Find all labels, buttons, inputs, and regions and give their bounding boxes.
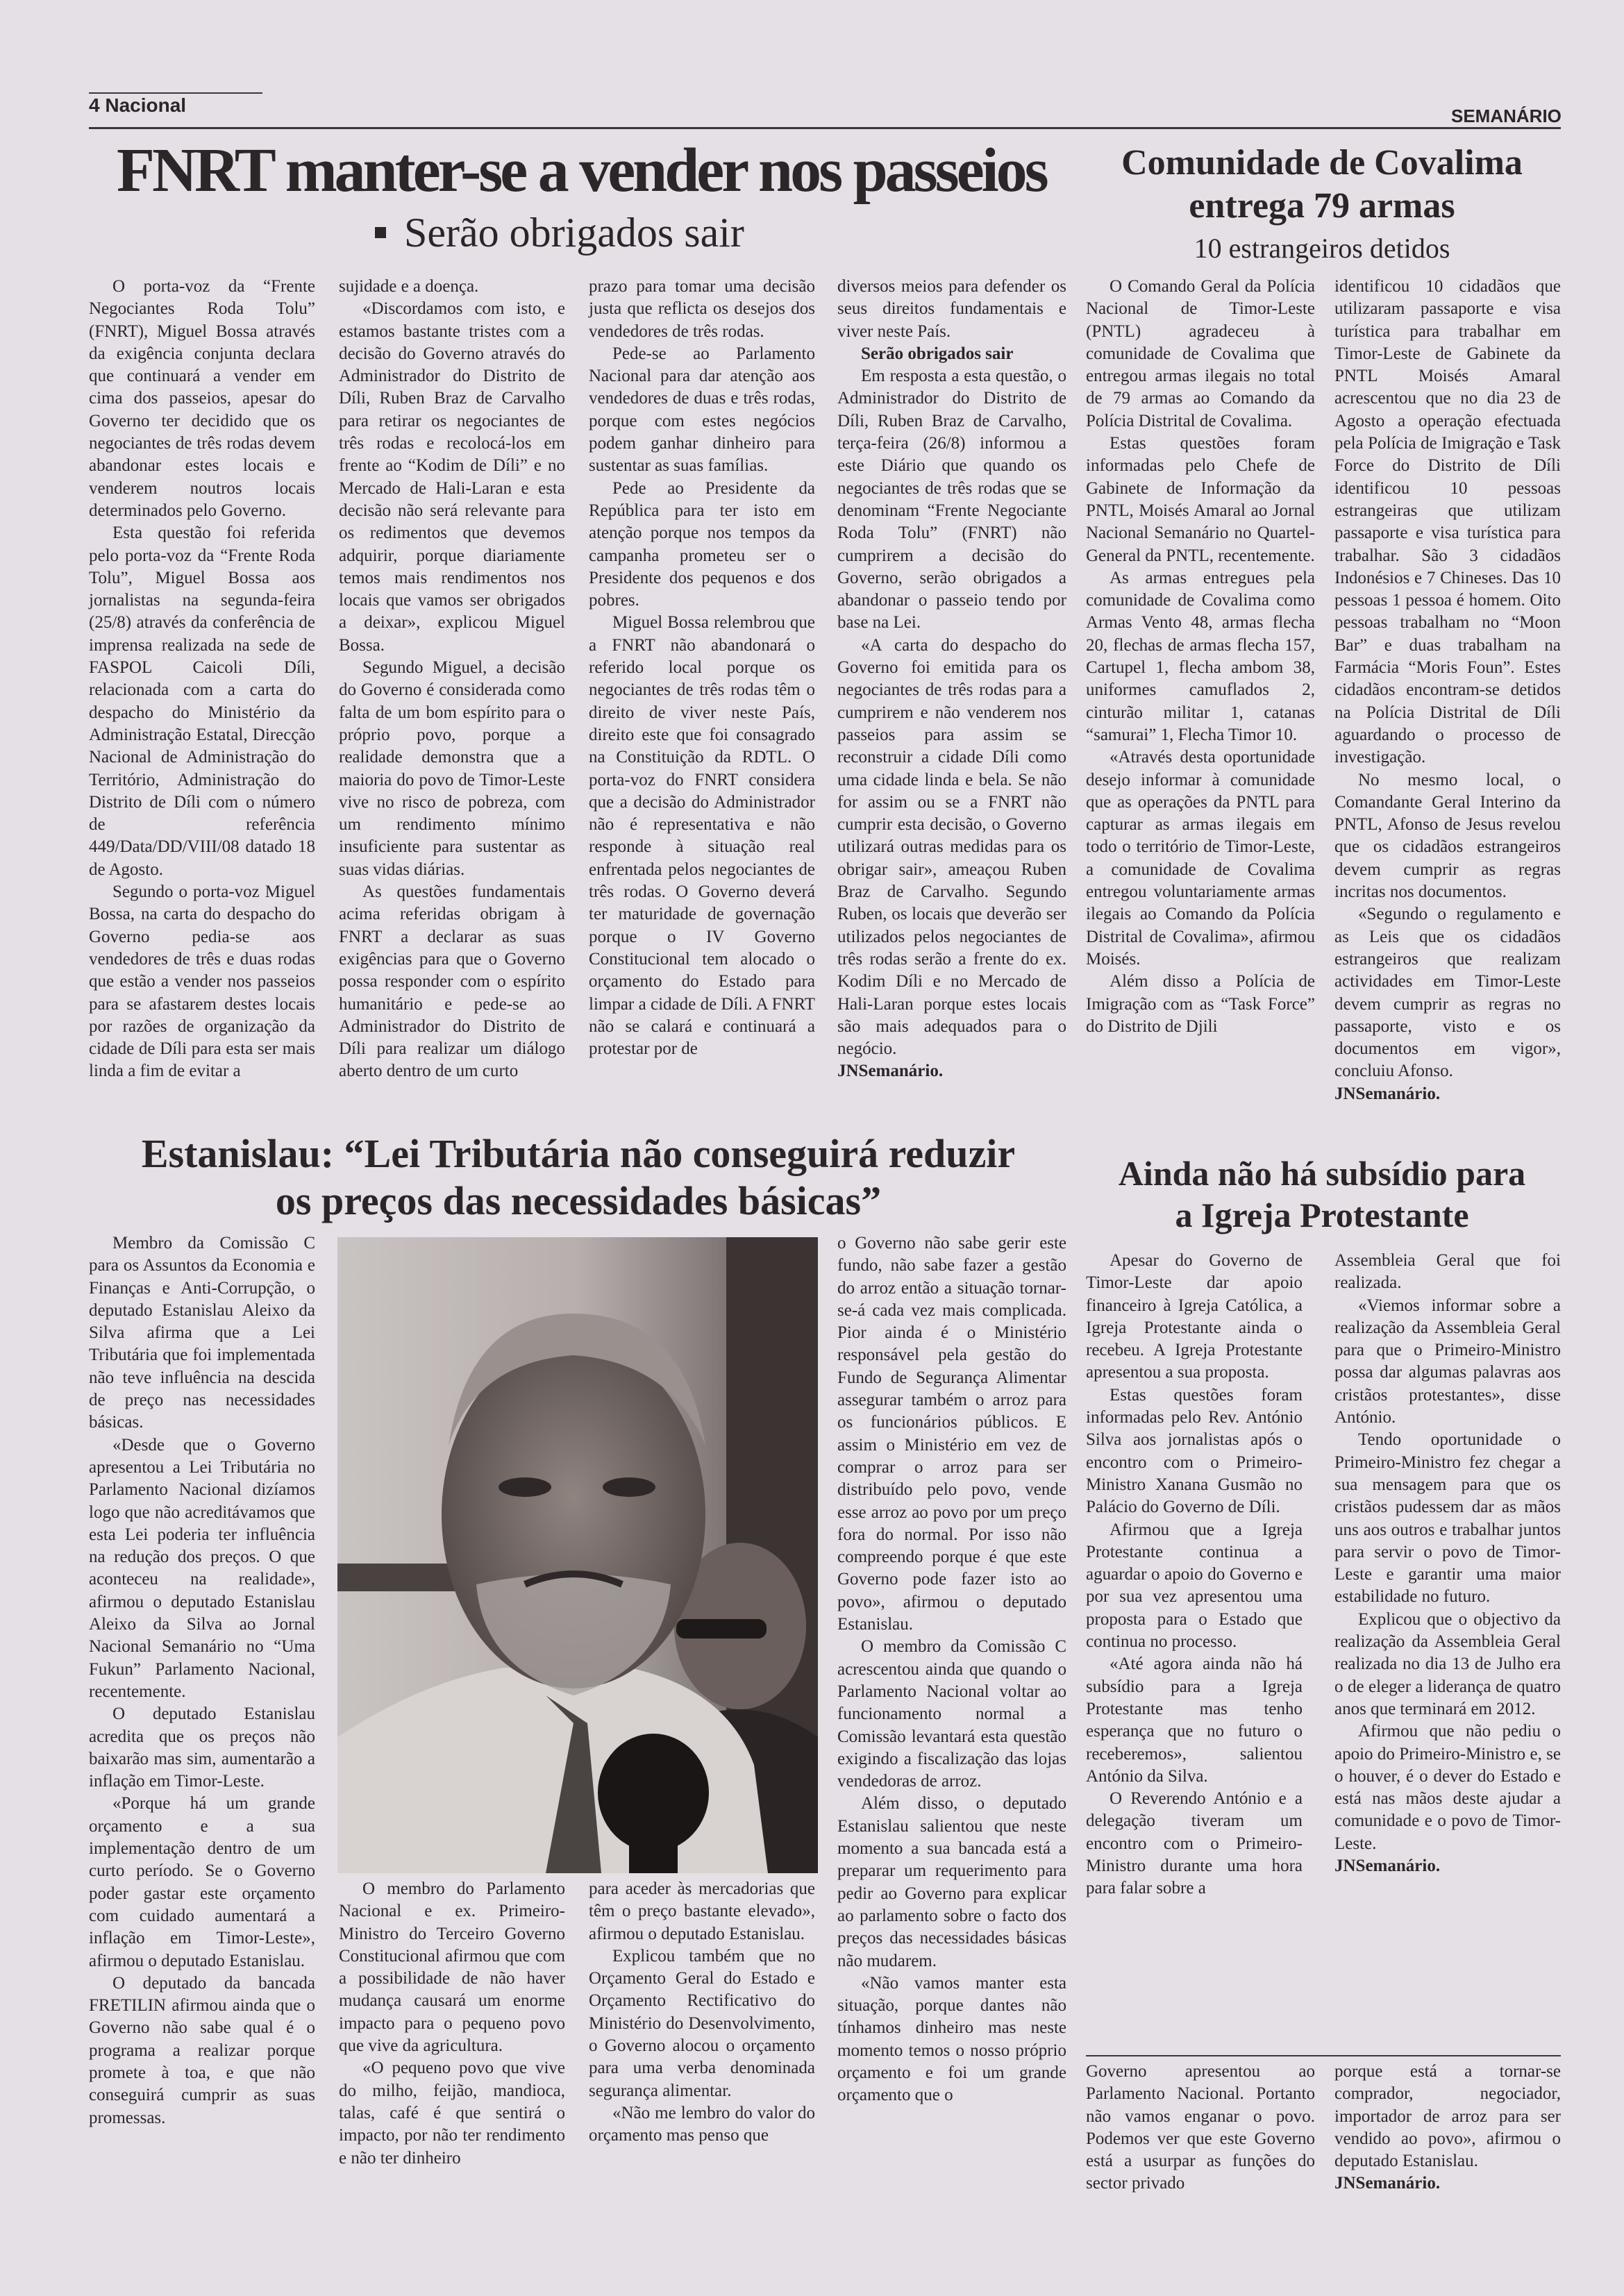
paragraph: «A carta do despacho do Governo foi emitida para os negociantes de três rodas para a cumprirem e não venderem nos passeios para assim se reconstruir a cidade Díli como uma cidade linda e bela. Se não for assim ou se a FNRT não cumprir esta decisão, o Governo utilizará outras medidas para os obrigar sair», ameaçou Ruben Braz de Carvalho. Segundo Ruben, os locais que deverão ser utilizados pelos negociantes de três rodas serão a frente do ex. Kodim Díli e no Mercado de Hali-Laran porque estes locais são mais adequados para o negócio. <box>837 635 1066 1059</box>
page-section-label: 4 Nacional <box>89 94 187 116</box>
paragraph: Miguel Bossa relembrou que a FNRT não abandonará o referido local porque os negociantes de três rodas têm o direito de viver neste País, direito este que foi consagrado na Constituição da RDTL. O porta-voz do FNRT considera que a decisão do Administrador não é representativa e não responde à situação real enfrentada pelos negociantes de três rodas. O Governo deverá ter maturidade de governação porque o IV Governo Constitucional tem alocado o orçamento do Estado para limpar a cidade de Díli. A FNRT não se calará e continuará a protestar por de <box>589 613 815 1059</box>
article4-column-1 <box>1086 1250 1303 1900</box>
paragraph: «Viemos informar sobre a realização da Assembleia Geral para que o Primeiro-Ministro possa dar algumas palavras aos cristãos protestantes», disse António. <box>1334 1296 1561 1427</box>
paragraph: O deputado da bancada FRETILIN afirmou ainda que o Governo não sabe qual é o programa a realizar porque promete à toa, e que não conseguirá cumprir as suas promessas. <box>89 1973 315 2127</box>
article1-signature: JNSemanário. <box>837 1062 944 1081</box>
article2-subtitle: 10 estrangeiros detidos <box>1194 233 1450 264</box>
paragraph: sujidade e a doença. <box>339 277 479 296</box>
paragraph: As armas entregues pela comunidade de Covalima como Armas Vento 48, armas flecha 20, flechas de armas flecha 157, Cartupel 1, flecha ambom 38, uniformes camuflados 2, cinturão militar 1, catanas “samurai” 1, Flecha Timor 10. <box>1086 568 1315 744</box>
photo-illustration <box>337 1237 818 1873</box>
continuation-rule <box>1086 2055 1561 2056</box>
paragraph: diversos meios para defender os seus direitos fundamentais e viver neste País. <box>837 277 1066 341</box>
article1-column-2 <box>339 276 565 1083</box>
paragraph: o Governo não sabe gerir este fundo, não sabe fazer a gestão do arroz então a situação tornar-se-á cada vez mais complicada. Pior ainda é o Ministério responsável pela gestão do Fundo de Segurança Alimentar assegurar também o arroz para os funcionários públicos. E assim o Ministério em vez de comprar o arroz para ser distribuído pelo povo, vende esse arroz ao povo por um preço fora do normal. Por isso não compreendo porque é que este Governo pode fazer isto ao povo», afirmou o deputado Estanislau. <box>837 1234 1066 1634</box>
paragraph: Tendo oportunidade o Primeiro-Ministro fez chegar a sua mensagem para que os cristãos pudessem dar as mãos uns aos outros e trabalhar juntos para servir o povo de Timor-Leste e garantir uma maior estabilidade no futuro. <box>1334 1430 1561 1607</box>
paragraph: «Segundo o regulamento e as Leis que os cidadãos estrangeiros que realizam actividades em Timor-Leste devem cumprir as regras no passaporte, visto e os documentos em vigor», concluiu Afonso. <box>1334 905 1561 1081</box>
article4-signature: JNSemanário. <box>1334 1857 1441 1876</box>
paragraph: Explicou que o objectivo da realização da Assembleia Geral realizada no dia 13 de Julho era o de eleger a liderança de quatro anos que terminará em 2012. <box>1334 1609 1561 1718</box>
article3-headline <box>89 1130 1068 1225</box>
article3-column-2 <box>339 1878 565 2170</box>
paragraph: O membro do Parlamento Nacional e ex. Primeiro-Ministro do Terceiro Governo Constitucional afirmou que com a possibilidade de não haver mudança causará um enorme impacto para o pequeno povo que vive da agricultura. <box>339 1879 565 2056</box>
paragraph: Segundo Miguel, a decisão do Governo é considerada como falta de um bom espírito para o próprio povo, porque a realidade demonstra que a maioria do povo de Timor-Leste vive no risco de pobreza, com um rendimento mínimo insuficiente para sustentar as suas vidas diárias. <box>339 658 565 879</box>
article3-column-1 <box>89 1232 315 2129</box>
paragraph: Apesar do Governo de Timor-Leste dar apoio financeiro à Igreja Católica, a Igreja Protestante ainda o recebeu. A Igreja Protestante apresentou a sua proposta. <box>1086 1251 1303 1382</box>
publication-name: SEMANÁRIO <box>1451 106 1562 126</box>
paragraph: «Desde que o Governo apresentou a Lei Tributária no Parlamento Nacional dizíamos logo que não acreditávamos que esta Lei poderia ter influência na redução dos preços. O que aconteceu na realidade», afirmou o deputado Estanislau Aleixo da Silva ao Jornal Nacional Semanário no “Uma Fukun” Parlamento Nacional, recentemente. <box>89 1435 315 1701</box>
article2-column-1 <box>1086 276 1315 1038</box>
paragraph: Afirmou que não pediu o apoio do Primeiro-Ministro e, se o houver, é o dever do Estado e está nas mãos deste ajudar a comunidade e o povo de Timor-Leste. <box>1334 1722 1561 1853</box>
paragraph: O porta-voz da “Frente Negociantes Roda Tolu” (FNRT), Miguel Bossa através da exigência conjunta declara que continuará a vender em cima dos passeios, apesar do Governo ter decidido que os negociantes de três rodas devem abandonar estes locais e venderem noutros locais determinados pelo Governo. <box>89 277 315 520</box>
paragraph: O Reverendo António e a delegação tiveram um encontro com o Primeiro-Ministro durante uma hora para falar sobre a <box>1086 1789 1303 1898</box>
paragraph: Estas questões foram informadas pelo Rev. António Silva aos jornalistas após o encontro com o Primeiro-Ministro Xanana Gusmão no Palácio do Governo de Díli. <box>1086 1385 1303 1517</box>
article2-column-2 <box>1334 276 1561 1105</box>
paragraph: As questões fundamentais acima referidas obrigam à FNRT a declarar as suas exigências para que o Governo possa responder com o espírito humanitário e pede-se ao Administrador do Distrito de Díli para realizar um diálogo aberto dentro de um curto <box>339 882 565 1081</box>
paragraph: «O pequeno povo que vive do milho, feijão, mandioca, talas, café é que sentirá o impacto, por não ter rendimento e não ter dinheiro <box>339 2059 565 2168</box>
article1-column-4 <box>837 276 1066 1083</box>
article3-headline-line2: os preços das necessidades básicas” <box>275 1178 882 1223</box>
article3-column-5 <box>1086 2061 1315 2195</box>
paragraph: Assembleia Geral que foi realizada. <box>1334 1251 1561 1293</box>
paragraph: Além disso a Polícia de Imigração com as “Task Force” do Distrito de Djili <box>1086 972 1315 1036</box>
article2-headline <box>1083 142 1561 228</box>
article1-headline: FNRT manter-se a vender nos passeios <box>117 136 1046 205</box>
bullet-icon <box>375 227 386 238</box>
article4-headline-line1: Ainda não há subsídio para <box>1118 1154 1526 1193</box>
article1-column-3 <box>589 276 815 1060</box>
top-short-rule <box>89 92 262 94</box>
article3-column-3 <box>589 1878 815 2147</box>
paragraph: «Não me lembro do valor do orçamento mas penso que <box>589 2103 815 2145</box>
paragraph: «Discordamos com isto, e estamos bastante tristes com a decisão do Governo através do Administrador do Distrito de Díli, Ruben Braz de Carvalho para retirar os negociantes de três rodas e recolocá-los em frente ao “Kodim de Díli” e no Mercado de Hali-Laran e esta decisão não será relevante para os redimentos que devemos adquirir, porque diariamente temos mais rendimentos nos locais que vamos ser obrigados a deixar», explicou Miguel Bossa. <box>339 299 565 655</box>
paragraph: para aceder às mercadorias que têm o preço bastante elevado», afirmou o deputado Estanislau. <box>589 1879 815 1943</box>
paragraph: Afirmou que a Igreja Protestante continua a aguardar o apoio do Governo e por sua vez apresentou uma proposta para o Estado que continua no processo. <box>1086 1520 1303 1652</box>
article1-subtitle <box>375 208 744 257</box>
article1-column-1 <box>89 276 315 1083</box>
header-rule <box>89 127 1561 129</box>
article3-column-6 <box>1334 2061 1561 2195</box>
paragraph: porque está a tornar-se comprador, negociador, importador de arroz para ser vendido ao povo», afirmou o deputado Estanislau. <box>1334 2062 1561 2171</box>
paragraph: Estas questões foram informadas pelo Chefe de Gabinete de Informação da PNTL, Moisés Amaral ao Jornal Nacional Semanário no Quartel-General da PNTL, recentemente. <box>1086 434 1315 565</box>
article1-crosshead: Serão obrigados sair <box>861 344 1014 363</box>
article4-headline <box>1083 1153 1561 1236</box>
article4-headline-line2: a Igreja Protestante <box>1175 1196 1469 1234</box>
article3-column-4 <box>837 1232 1066 2107</box>
article3-signature: JNSemanário. <box>1334 2174 1441 2193</box>
paragraph: «Porque há um grande orçamento e a sua implementação dentro de um curto período. Se o Governo poder gastar este orçamento com cuidado aumentará a inflação em Timor-Leste», afirmou o deputado Estanislau. <box>89 1794 315 1970</box>
paragraph: Além disso, o deputado Estanislau salientou que neste momento a sua bancada está a preparar um requerimento para pedir ao Governo para explicar ao parlamento sobre o facto dos preços das necessidades básicas não mudarem. <box>837 1794 1066 1970</box>
paragraph: Esta questão foi referida pelo porta-voz da “Frente Roda Tolu”, Miguel Bossa aos jornalistas na segunda-feira (25/8) através da conferência de imprensa realizada na sede de FASPOL Caicoli Díli, relacionada com a carta do despacho do Ministério da Administração Estatal, Direcção Nacional de Administração do Território, Administração do Distrito de Díli com o número de referência 449/Data/DD/VIII/08 datado 18 de Agosto. <box>89 523 315 879</box>
paragraph: «Não vamos manter esta situação, porque dantes não tínhamos dinheiro mas neste momento temos o nosso próprio orçamento e foi um grande orçamento que o <box>837 1973 1066 2105</box>
paragraph: Governo apresentou ao Parlamento Nacional. Portanto não vamos enganar o povo. Podemos ver que este Governo está a usurpar as funções do sector privado <box>1086 2062 1315 2193</box>
paragraph: Em resposta a esta questão, o Administrador do Distrito de Díli, Ruben Braz de Carvalho, terça-feira (26/8) informou a este Diário que quando os negociantes de três rodas que se denominam “Frente Negociante Roda Tolu” (FNRT) não cumprirem a decisão do Governo, serão obrigados a abandonar o passeio tendo por base na Lei. <box>837 367 1066 632</box>
paragraph: Segundo o porta-voz Miguel Bossa, na carta do despacho do Governo pedia-se aos vendedores de três e duas rodas que estão a vender nos passeios para se afastarem destes locais por razões de organização da cidade de Díli para esta ser mais linda a fim de evitar a <box>89 882 315 1081</box>
article2-headline-line1: Comunidade de Covalima <box>1121 143 1523 183</box>
paragraph: «Até agora ainda não há subsídio para a Igreja Protestante mas tenho esperança que no futuro o receberemos», salientou António da Silva. <box>1086 1654 1303 1786</box>
paragraph: Pede ao Presidente da República para ter isto em atenção porque nos tempos da campanha prometeu ser o Presidente dos pequenos e dos pobres. <box>589 478 815 610</box>
paragraph: O deputado Estanislau acredita que os preços não baixarão mas sim, aumentarão a inflação em Timor-Leste. <box>89 1704 315 1791</box>
paragraph: «Através desta oportunidade desejo informar à comunidade que as operações da PNTL para capturar as armas ilegais em todo o território de Timor-Leste, a comunidade de Covalima entregou voluntariamente armas ilegais ao Comando da Polícia Distrital de Covalima», afirmou Moisés. <box>1086 748 1315 969</box>
paragraph: prazo para tomar uma decisão justa que reflicta os desejos dos vendedores de três rodas. <box>589 277 815 341</box>
article4-column-2 <box>1334 1250 1561 1877</box>
paragraph: Explicou também que no Orçamento Geral do Estado e Orçamento Rectificativo do Ministério do Desenvolvimento, o Governo alocou o orçamento para uma verba denominada segurança alimentar. <box>589 1946 815 2100</box>
article3-headline-line1: Estanislau: “Lei Tributária não conseguirá reduzir <box>141 1131 1016 1176</box>
paragraph: Membro da Comissão C para os Assuntos da Economia e Finanças e Anti-Corrupção, o deputado Estanislau Aleixo da Silva afirma que a Lei Tributária que foi implementada não teve influência na descida de preço nas necessidades básicas. <box>89 1234 315 1432</box>
paragraph: identificou 10 cidadãos que utilizaram passaporte e visa turística para trabalhar em Timor-Leste de Gabinete da PNTL Moisés Amaral acrescentou que no dia 23 de Agosto a operação efectuada pela Polícia de Imigração e Task Force do Distrito de Díli identificou 10 pessoas estrangeiras que utilizam passaporte e visa turística para trabalhar. São 3 cidadãos Indonésios e 7 Chineses. Das 10 pessoas 1 pessoa é homem. Oito pessoas trabalham no “Moon Bar” e duas trabalham na Farmácia “Moris Foun”. Estes cidadãos encontram-se detidos na Polícia Distrital de Díli aguardando o processo de investigação. <box>1334 277 1561 767</box>
paragraph: O Comando Geral da Polícia Nacional de Timor-Leste (PNTL) agradeceu à comunidade de Covalima que entregou armas ilegais no total de 79 armas ao Comando da Polícia Distrital de Covalima. <box>1086 277 1315 430</box>
paragraph: Pede-se ao Parlamento Nacional para dar atenção aos vendedores de duas e três rodas, porque com estes negócios podem ganhar dinheiro para sustentar as suas famílias. <box>589 344 815 476</box>
article2-signature: JNSemanário. <box>1334 1084 1441 1103</box>
paragraph: O membro da Comissão C acrescentou ainda que quando o Parlamento Nacional voltar ao funcionamento normal a Comissão levantará esta questão exigindo a fiscalização das lojas vendedoras de arroz. <box>837 1637 1066 1791</box>
deputy-photo <box>337 1237 818 1873</box>
article2-headline-line2: entrega 79 armas <box>1189 186 1455 226</box>
article1-subtitle-text: Serão obrigados sair <box>404 210 744 255</box>
paragraph: No mesmo local, o Comandante Geral Interino da PNTL, Afonso de Jesus revelou que os cidadãos estrangeiros devem cumprir as regras incritas nos documentos. <box>1334 770 1561 902</box>
